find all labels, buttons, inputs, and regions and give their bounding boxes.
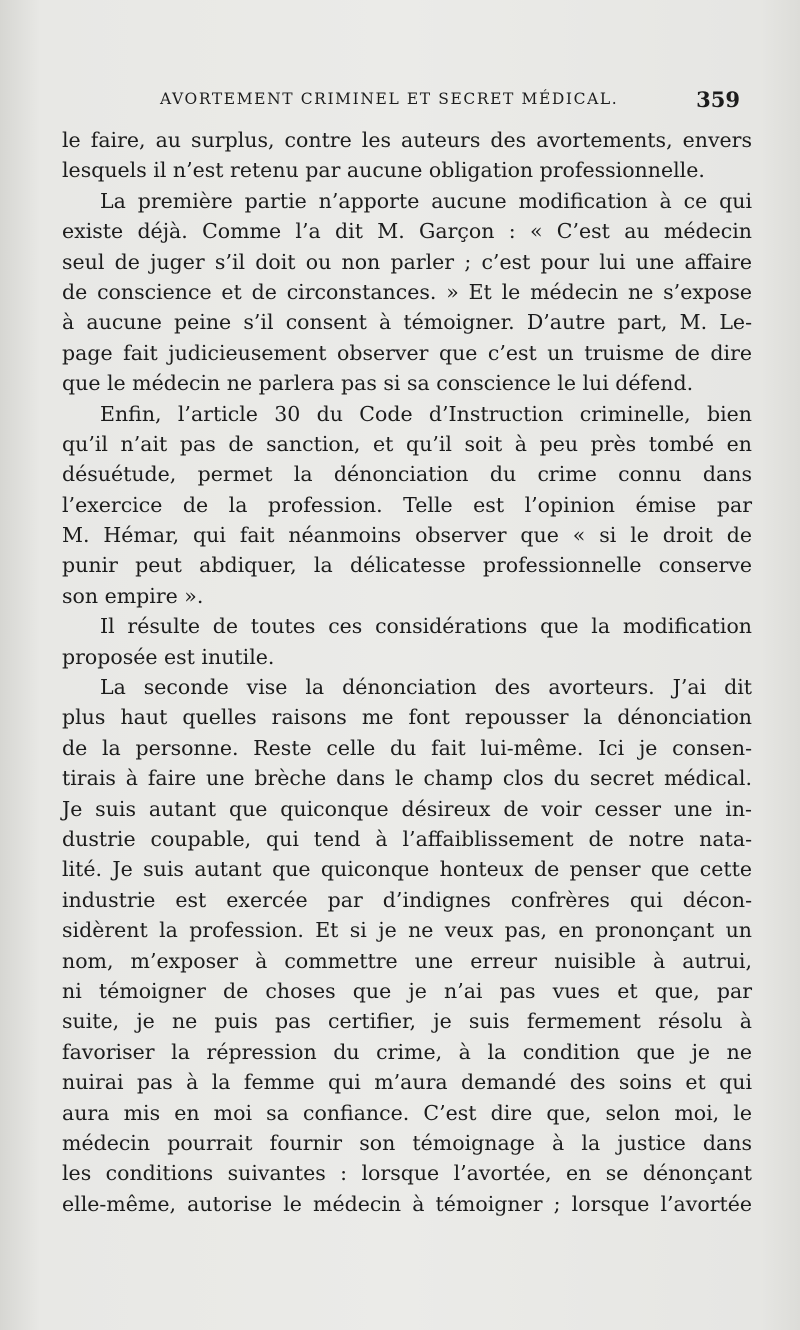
text-line: sidèrent la profession. Et si je ne veux pas, en prononçant un xyxy=(62,918,752,943)
text-line: Il résulte de toutes ces considérations que la modification xyxy=(100,614,752,639)
text-line: Enfin, l’article 30 du Code d’Instruction criminelle, bien xyxy=(100,401,752,426)
text-line: lesquels il n’est retenu par aucune obligation professionnelle. xyxy=(62,158,705,183)
text-line: suite, je ne puis pas certifier, je suis fermement résolu à xyxy=(62,1009,752,1034)
text-line: le faire, au surplus, contre les auteurs des avortements, envers xyxy=(62,128,752,152)
text-line: médecin pourrait fournir son témoignage à la justice dans xyxy=(62,1130,752,1155)
text-line: elle-même, autorise le médecin à témoigner ; lorsque l’avortée xyxy=(62,1191,752,1216)
text-line: l’exercice de la profession. Telle est l’opinion émise par xyxy=(62,492,752,517)
text-line: ni témoigner de choses que je n’ai pas vues et que, par xyxy=(62,978,752,1003)
text-line: son empire ». xyxy=(62,583,204,608)
text-line: proposée est inutile. xyxy=(62,644,275,669)
text-line: seul de juger s’il doit ou non parler ; c’est pour lui une affaire xyxy=(62,249,752,274)
text-line: La seconde vise la dénonciation des avorteurs. J’ai dit xyxy=(100,675,752,700)
text-line: lité. Je suis autant que quiconque honteux de penser que cette xyxy=(62,857,752,882)
text-line: de conscience et de circonstances. » Et le médecin ne s’expose xyxy=(62,279,752,304)
text-line: page fait judicieusement observer que c’est un truisme de dire xyxy=(62,340,752,365)
text-line: qu’il n’ait pas de sanction, et qu’il soit à peu près tombé en xyxy=(62,431,752,456)
text-line: de la personne. Reste celle du fait lui-même. Ici je consen- xyxy=(62,735,752,760)
text-line: favoriser la répression du crime, à la condition que je ne xyxy=(62,1039,752,1064)
text-line: tirais à faire une brèche dans le champ clos du secret médical. xyxy=(62,766,752,791)
text-line: dustrie coupable, qui tend à l’affaiblissement de notre nata- xyxy=(62,826,752,851)
text-line: nom, m’exposer à commettre une erreur nuisible à autrui, xyxy=(62,948,752,973)
text-line: punir peut abdiquer, la délicatesse professionnelle conserve xyxy=(62,553,752,578)
text-line: La première partie n’apporte aucune modification à ce qui xyxy=(100,188,752,213)
text-line: à aucune peine s’il consent à témoigner. D’autre part, M. Le- xyxy=(62,310,752,335)
text-line: nuirai pas à la femme qui m’aura demandé des soins et qui xyxy=(62,1070,752,1095)
text-line: désuétude, permet la dénonciation du crime connu dans xyxy=(62,462,752,487)
text-line: existe déjà. Comme l’a dit M. Garçon : « C’est au médecin xyxy=(62,219,752,244)
text-line: M. Hémar, qui fait néanmoins observer que « si le droit de xyxy=(62,523,752,548)
text-line: que le médecin ne parlera pas si sa conscience le lui défend. xyxy=(62,371,694,396)
text-line: les conditions suivantes : lorsque l’avortée, en se dénonçant xyxy=(62,1161,752,1186)
page-number: 359 xyxy=(696,87,740,112)
body-text xyxy=(62,125,752,1219)
text-line: plus haut quelles raisons me font repousser la dénonciation xyxy=(62,705,752,730)
page-header xyxy=(160,87,740,114)
text-line: industrie est exercée par d’indignes confrères qui décon- xyxy=(62,887,752,912)
running-title: AVORTEMENT CRIMINEL ET SECRET MÉDICAL. xyxy=(160,90,619,108)
text-line: Je suis autant que quiconque désireux de voir cesser une in- xyxy=(62,796,752,821)
text-line: aura mis en moi sa confiance. C’est dire que, selon moi, le xyxy=(62,1100,752,1125)
